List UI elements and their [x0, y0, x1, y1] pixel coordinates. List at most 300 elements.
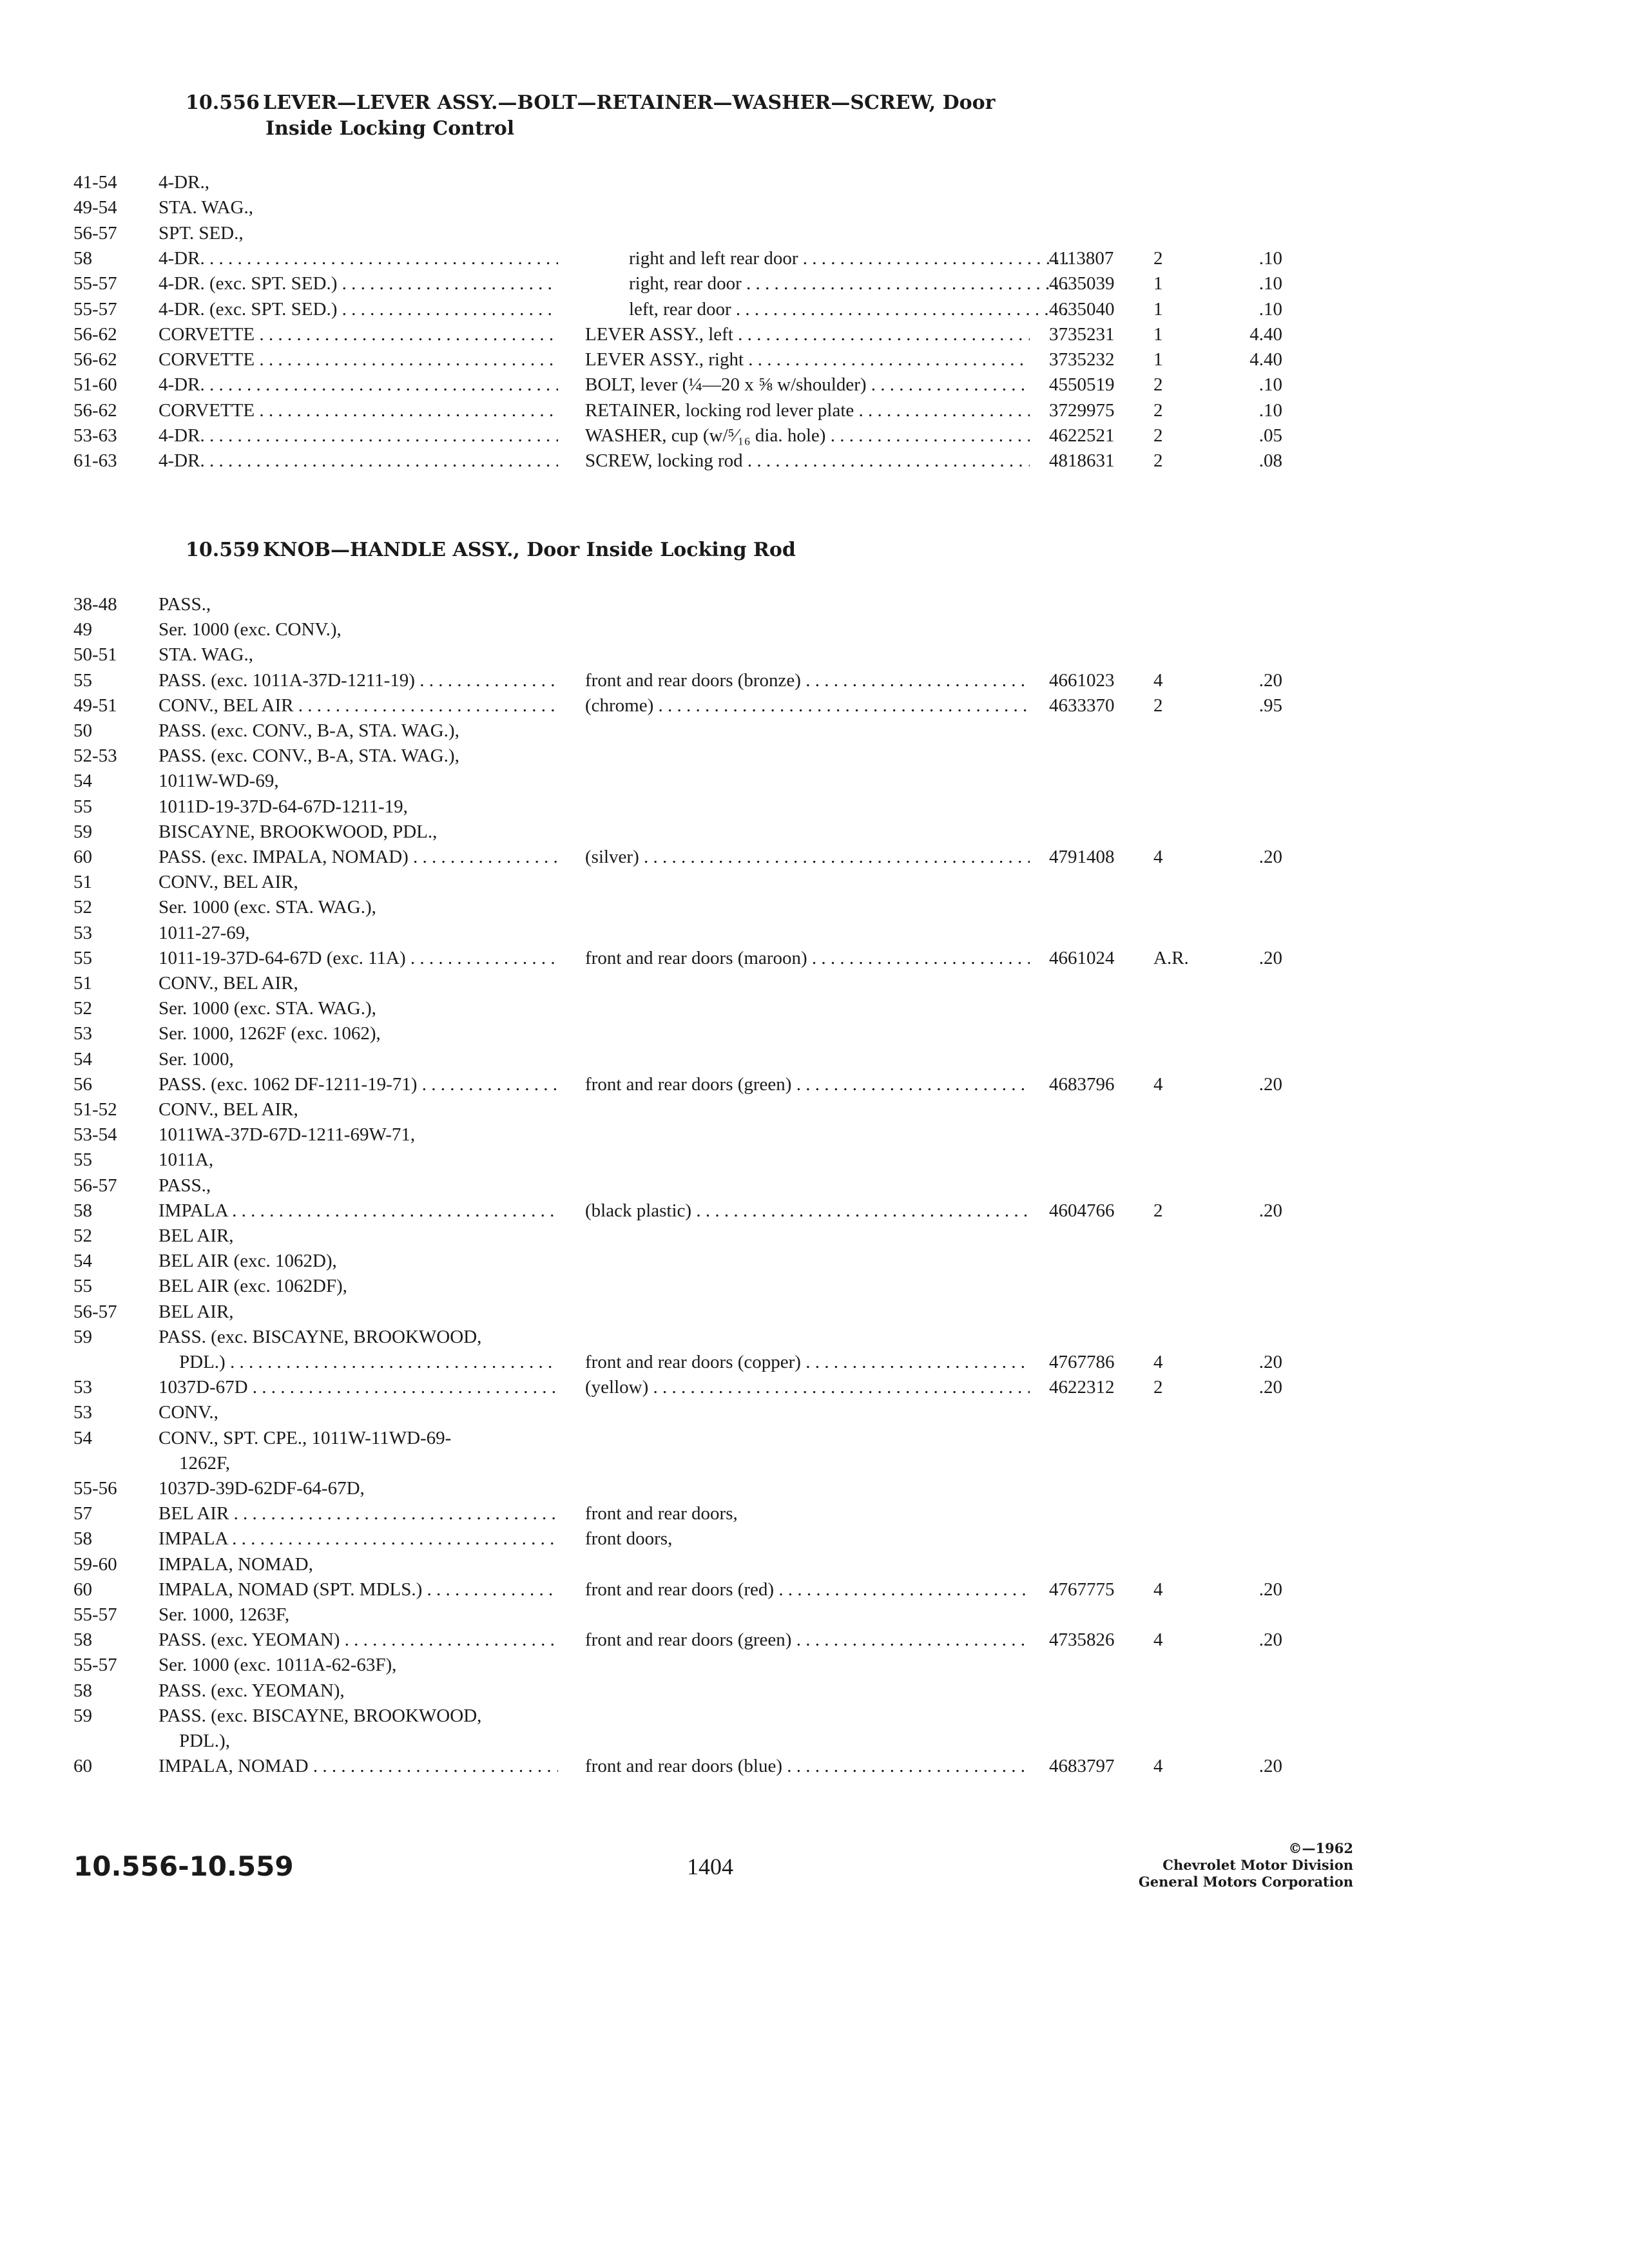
quantity-text: 1: [1153, 323, 1163, 345]
table-row: [0, 1349, 1629, 1375]
part-description: [629, 271, 1074, 296]
part-description: [585, 220, 1030, 246]
model-applicability-text: SPT. SED.,: [159, 222, 244, 244]
price-text: .20: [1258, 1756, 1282, 1777]
quantity: [1153, 195, 1211, 220]
model-years: [73, 1374, 151, 1400]
model-applicability: [159, 1072, 558, 1097]
leader-dots: [854, 400, 1030, 421]
model-applicability: [159, 591, 558, 617]
model-applicability: [159, 372, 558, 398]
model-years: [73, 1475, 151, 1501]
price: [1224, 1021, 1282, 1046]
table-row: [0, 970, 1629, 996]
division-name: Chevrolet Motor Division: [1162, 1857, 1353, 1873]
table-row: [0, 1728, 1629, 1754]
quantity: [1153, 169, 1211, 195]
model-applicability-text: PASS. (exc. CONV., B-A, STA. WAG.),: [159, 745, 459, 767]
model-applicability: [159, 668, 558, 693]
quantity: [1153, 1299, 1211, 1325]
model-years-text: 49-54: [73, 197, 117, 218]
model-years: [73, 1072, 151, 1097]
part-number: [1049, 1324, 1152, 1350]
quantity-text: 4: [1153, 1579, 1163, 1600]
table-row: [0, 794, 1629, 820]
table-row: [0, 1501, 1629, 1526]
quantity: [1153, 1399, 1211, 1425]
model-years-text: 59: [73, 821, 92, 842]
model-applicability-text: IMPALA, NOMAD (SPT. MDLS.): [159, 1579, 423, 1600]
model-years-text: 55-56: [73, 1478, 117, 1499]
part-number: [1049, 1728, 1152, 1754]
price: [1224, 1374, 1282, 1400]
model-years: [73, 1703, 151, 1729]
model-applicability: [159, 1046, 558, 1072]
part-number: [1049, 718, 1152, 744]
quantity-text: 1: [1153, 349, 1163, 370]
part-number-text: 3729975: [1049, 399, 1115, 421]
part-description-text: BOLT, lever (¼—20 x ⅝ w/shoulder): [585, 374, 867, 396]
model-applicability: [159, 1021, 558, 1046]
model-years-text: 52-53: [73, 745, 117, 767]
part-number: [1049, 1678, 1152, 1704]
part-number-text: 4113807: [1049, 247, 1114, 269]
quantity: [1153, 1728, 1211, 1754]
model-applicability: [159, 1627, 558, 1653]
part-description-text: right and left rear door: [629, 247, 798, 269]
price: [1224, 1273, 1282, 1299]
model-years: [73, 819, 151, 845]
model-applicability: [159, 1374, 558, 1400]
part-description-text: (silver): [585, 847, 639, 867]
section-heading-10559: [186, 537, 796, 563]
quantity: [1153, 1248, 1211, 1274]
part-description-text: (yellow): [585, 1377, 649, 1398]
part-description: [585, 1046, 1030, 1072]
quantity: [1153, 1173, 1211, 1198]
model-years-text: 56-57: [73, 1301, 117, 1322]
price: [1224, 970, 1282, 996]
quantity: [1153, 448, 1211, 474]
part-number-text: 3735232: [1049, 349, 1115, 370]
part-description: [585, 1728, 1030, 1754]
part-number-text: 4683796: [1049, 1073, 1115, 1095]
model-applicability: [159, 768, 558, 794]
model-years: [73, 322, 151, 347]
part-number: [1049, 1703, 1152, 1729]
part-number: [1049, 1425, 1152, 1451]
price: [1224, 617, 1282, 642]
leader-dots: [406, 948, 558, 968]
price: [1224, 819, 1282, 845]
table-row: [0, 1652, 1629, 1678]
price: [1224, 296, 1282, 322]
section-heading-10556: [186, 90, 995, 142]
model-applicability-text: PDL.),: [179, 1731, 230, 1751]
quantity-text: 4: [1153, 1629, 1163, 1651]
model-years: [73, 1577, 151, 1602]
price: [1224, 1450, 1282, 1476]
leader-dots: [731, 299, 1074, 320]
table-row: [0, 668, 1629, 693]
section-subtitle: Inside Locking Control: [265, 117, 515, 140]
model-years: [73, 642, 151, 668]
model-years-text: 58: [73, 1200, 92, 1221]
model-applicability-text: Ser. 1000 (exc. 1011A-62-63F),: [159, 1655, 397, 1676]
model-years: [73, 920, 151, 946]
model-applicability-text: STA. WAG.,: [159, 197, 253, 218]
model-applicability: [159, 1425, 558, 1451]
model-applicability-text: CONV.,: [159, 1402, 218, 1423]
table-row: [0, 844, 1629, 870]
part-description: [585, 869, 1030, 895]
part-number: [1049, 591, 1152, 617]
part-number-text: 4635039: [1049, 273, 1115, 294]
model-applicability: [179, 1450, 558, 1476]
quantity: [1153, 1349, 1211, 1375]
model-years: [73, 1021, 151, 1046]
model-years: [73, 1223, 151, 1249]
part-number: [1049, 1501, 1152, 1526]
model-applicability: [159, 1173, 558, 1198]
model-applicability-text: PASS.,: [159, 1175, 211, 1196]
table-row: [0, 1122, 1629, 1148]
quantity: [1153, 844, 1211, 870]
leader-dots: [337, 273, 558, 294]
part-description: [585, 1652, 1030, 1678]
model-applicability: [159, 844, 558, 870]
price: [1224, 794, 1282, 820]
model-applicability: [159, 398, 558, 423]
model-applicability: [159, 1273, 558, 1299]
price: [1224, 1046, 1282, 1072]
table-row: [0, 642, 1629, 668]
part-description: [585, 1223, 1030, 1249]
model-applicability: [159, 1652, 558, 1678]
price: [1224, 1678, 1282, 1704]
quantity: [1153, 995, 1211, 1021]
quantity: [1153, 794, 1211, 820]
part-description-text: front and rear doors (blue): [585, 1756, 782, 1777]
part-number: [1049, 819, 1152, 845]
model-applicability-text: 4-DR.: [159, 425, 205, 446]
price: [1224, 1602, 1282, 1628]
price-text: .20: [1258, 1629, 1282, 1651]
model-applicability-text: BEL AIR (exc. 1062D),: [159, 1251, 337, 1272]
part-description: [585, 1248, 1030, 1274]
part-number: [1049, 1248, 1152, 1274]
price: [1224, 920, 1282, 946]
model-years: [73, 1324, 151, 1350]
model-applicability-text: BEL AIR (exc. 1062DF),: [159, 1276, 347, 1297]
model-years: [73, 1652, 151, 1678]
leader-dots: [733, 324, 1030, 345]
table-row: [0, 1223, 1629, 1249]
model-years: [73, 743, 151, 769]
price: [1224, 169, 1282, 195]
price-text: .95: [1258, 695, 1282, 716]
part-number: [1049, 296, 1152, 322]
model-applicability: [159, 642, 558, 668]
model-applicability: [159, 1097, 558, 1122]
part-description: [585, 668, 1030, 693]
price-text: .10: [1258, 247, 1282, 269]
table-row: [0, 423, 1629, 448]
quantity: [1153, 591, 1211, 617]
price: [1224, 894, 1282, 920]
quantity: [1153, 642, 1211, 668]
quantity: [1153, 819, 1211, 845]
price: [1224, 1526, 1282, 1552]
price: [1224, 1349, 1282, 1375]
part-description: [585, 1501, 1030, 1526]
quantity: [1153, 1122, 1211, 1148]
model-years: [73, 1273, 151, 1299]
model-applicability-text: 4-DR.: [159, 374, 205, 396]
quantity-text: 1: [1153, 298, 1163, 320]
copyright-block: [1095, 1840, 1353, 1890]
part-description: [585, 1450, 1030, 1476]
model-applicability-text: 1262F,: [179, 1452, 231, 1474]
model-years-text: 58: [73, 1629, 92, 1651]
model-years: [73, 245, 151, 271]
leader-dots: [801, 1352, 1030, 1372]
part-number-text: 4767775: [1049, 1579, 1115, 1600]
table-row: [0, 995, 1629, 1021]
quantity: [1153, 1425, 1211, 1451]
model-years: [73, 768, 151, 794]
price-text: .20: [1258, 947, 1282, 968]
quantity: [1153, 1475, 1211, 1501]
part-number-text: 4622521: [1049, 425, 1115, 446]
part-description: [585, 1349, 1030, 1375]
part-description: [585, 1147, 1030, 1173]
part-number: [1049, 1299, 1152, 1325]
part-description: [585, 1678, 1030, 1704]
part-number-text: 3735231: [1049, 323, 1115, 345]
table-row: [0, 1602, 1629, 1628]
part-description-text: (black plastic): [585, 1200, 692, 1221]
model-applicability-text: PASS. (exc. IMPALA, NOMAD): [159, 847, 409, 867]
leader-dots: [791, 1629, 1030, 1650]
model-years-text: 56-62: [73, 323, 117, 345]
model-applicability: [159, 1475, 558, 1501]
part-number-text: 4735826: [1049, 1629, 1115, 1651]
model-applicability: [159, 995, 558, 1021]
table-row: [0, 693, 1629, 718]
part-description: [585, 1173, 1030, 1198]
part-description-text: WASHER, cup (w/⁵⁄₁₆ dia. hole): [585, 425, 826, 446]
part-number-text: 4633370: [1049, 695, 1115, 716]
model-years-text: 53: [73, 1023, 92, 1044]
leader-dots: [227, 1528, 558, 1549]
part-description: [585, 844, 1030, 870]
model-years-text: 56-57: [73, 1175, 117, 1196]
part-number: [1049, 1173, 1152, 1198]
model-years-text: 59: [73, 1326, 92, 1347]
table-row: [0, 1072, 1629, 1097]
price: [1224, 668, 1282, 693]
table-row: [0, 448, 1629, 474]
price-text: .10: [1258, 273, 1282, 294]
section-title: LEVER—LEVER ASSY.—BOLT—RETAINER—WASHER—SCREW, Door: [263, 91, 996, 114]
part-number: [1049, 1223, 1152, 1249]
part-description: [585, 1602, 1030, 1628]
price: [1224, 1753, 1282, 1779]
model-applicability: [179, 1349, 558, 1375]
model-applicability: [159, 1602, 558, 1628]
part-number: [1049, 372, 1152, 398]
table-row: [0, 398, 1629, 423]
model-years: [73, 1678, 151, 1704]
leader-dots: [255, 400, 558, 421]
model-years: [73, 970, 151, 996]
model-applicability: [159, 448, 558, 474]
model-applicability: [159, 220, 558, 246]
model-years: [73, 1501, 151, 1526]
part-description: [585, 372, 1030, 398]
part-number: [1049, 1072, 1152, 1097]
model-applicability-text: 4-DR.,: [159, 172, 209, 193]
quantity: [1153, 1627, 1211, 1653]
part-description: [585, 1399, 1030, 1425]
part-description: [585, 1324, 1030, 1350]
price: [1224, 693, 1282, 718]
part-description: [585, 1198, 1030, 1224]
leader-dots: [205, 248, 558, 269]
model-applicability-text: 4-DR. (exc. SPT. SED.): [159, 298, 338, 320]
model-years: [73, 617, 151, 642]
model-years-text: 59: [73, 1705, 92, 1726]
model-years-text: 51-52: [73, 1099, 117, 1120]
quantity: [1153, 970, 1211, 996]
part-description: [585, 1425, 1030, 1451]
model-years: [73, 195, 151, 220]
model-years-text: 50: [73, 720, 92, 741]
model-years-text: 56-62: [73, 349, 117, 370]
quantity-text: A.R.: [1153, 947, 1189, 968]
model-years: [73, 1627, 151, 1653]
price: [1224, 448, 1282, 474]
part-description: [585, 169, 1030, 195]
model-years-text: 55-57: [73, 1655, 117, 1676]
part-description: [585, 1703, 1030, 1729]
leader-dots: [648, 1377, 1030, 1398]
model-years-text: 56-57: [73, 222, 117, 244]
model-applicability: [159, 794, 558, 820]
model-years-text: 58: [73, 1680, 92, 1701]
leader-dots: [691, 1200, 1030, 1221]
leader-dots: [825, 425, 1030, 446]
quantity: [1153, 1223, 1211, 1249]
leader-dots: [409, 847, 558, 867]
leader-dots: [226, 1352, 558, 1372]
price-text: .20: [1258, 847, 1282, 867]
model-applicability: [159, 296, 558, 322]
model-years-text: 54: [73, 1251, 92, 1272]
model-years-text: 55-57: [73, 273, 117, 294]
part-number: [1049, 794, 1152, 820]
price: [1224, 1501, 1282, 1526]
price-text: .20: [1258, 1579, 1282, 1600]
model-years: [73, 1753, 151, 1779]
table-row: [0, 1248, 1629, 1274]
model-applicability-text: 4-DR.: [159, 247, 205, 269]
price-text: .08: [1258, 450, 1282, 472]
part-number: [1049, 844, 1152, 870]
model-applicability-text: PASS. (exc. CONV., B-A, STA. WAG.),: [159, 720, 459, 741]
part-description: [585, 819, 1030, 845]
model-years-text: 54: [73, 1427, 92, 1448]
table-row: [0, 1577, 1629, 1602]
quantity: [1153, 668, 1211, 693]
quantity-text: 2: [1153, 1200, 1163, 1221]
model-applicability: [159, 195, 558, 220]
quantity: [1153, 1602, 1211, 1628]
leader-dots: [422, 1579, 558, 1600]
leader-dots: [227, 1200, 558, 1221]
price-text: 4.40: [1249, 323, 1282, 345]
leader-dots: [205, 425, 558, 446]
price: [1224, 1399, 1282, 1425]
part-description-text: left, rear door: [629, 298, 731, 320]
part-description-text: front and rear doors (bronze): [585, 669, 801, 691]
model-years: [73, 1046, 151, 1072]
part-description-text: front and rear doors (copper): [585, 1352, 801, 1372]
model-applicability-text: IMPALA: [159, 1528, 227, 1550]
part-description: [585, 617, 1030, 642]
table-row: [0, 591, 1629, 617]
table-row: [0, 220, 1629, 246]
model-years: [73, 448, 151, 474]
table-row: [0, 322, 1629, 347]
table-row: [0, 1046, 1629, 1072]
price: [1224, 1652, 1282, 1678]
model-applicability-text: BEL AIR,: [159, 1225, 234, 1246]
part-description-text: RETAINER, locking rod lever plate: [585, 399, 854, 421]
part-number: [1049, 1097, 1152, 1122]
model-applicability-text: 4-DR.: [159, 450, 205, 472]
model-applicability-text: Ser. 1000 (exc. STA. WAG.),: [159, 998, 376, 1019]
model-applicability-text: PASS. (exc. BISCAYNE, BROOKWOOD,: [159, 1705, 482, 1726]
part-number: [1049, 1552, 1152, 1577]
model-applicability-text: Ser. 1000,: [159, 1048, 234, 1070]
quantity: [1153, 271, 1211, 296]
model-applicability-text: CONV., SPT. CPE., 1011W-11WD-69-: [159, 1427, 452, 1448]
part-description: [585, 591, 1030, 617]
price: [1224, 995, 1282, 1021]
part-number: [1049, 1046, 1152, 1072]
model-years-text: 58: [73, 247, 92, 269]
table-row: [0, 1450, 1629, 1476]
part-description: [585, 195, 1030, 220]
quantity-text: 2: [1153, 374, 1163, 396]
quantity: [1153, 1753, 1211, 1779]
table-row: [0, 869, 1629, 895]
quantity: [1153, 693, 1211, 718]
table-row: [0, 1273, 1629, 1299]
model-years-text: 60: [73, 1579, 92, 1600]
price: [1224, 1552, 1282, 1577]
section-number: 10.556: [186, 91, 260, 114]
quantity: [1153, 322, 1211, 347]
quantity: [1153, 617, 1211, 642]
model-years: [73, 398, 151, 423]
part-number: [1049, 245, 1152, 271]
model-applicability: [159, 718, 558, 744]
part-description: [585, 1627, 1030, 1653]
part-number: [1049, 1399, 1152, 1425]
